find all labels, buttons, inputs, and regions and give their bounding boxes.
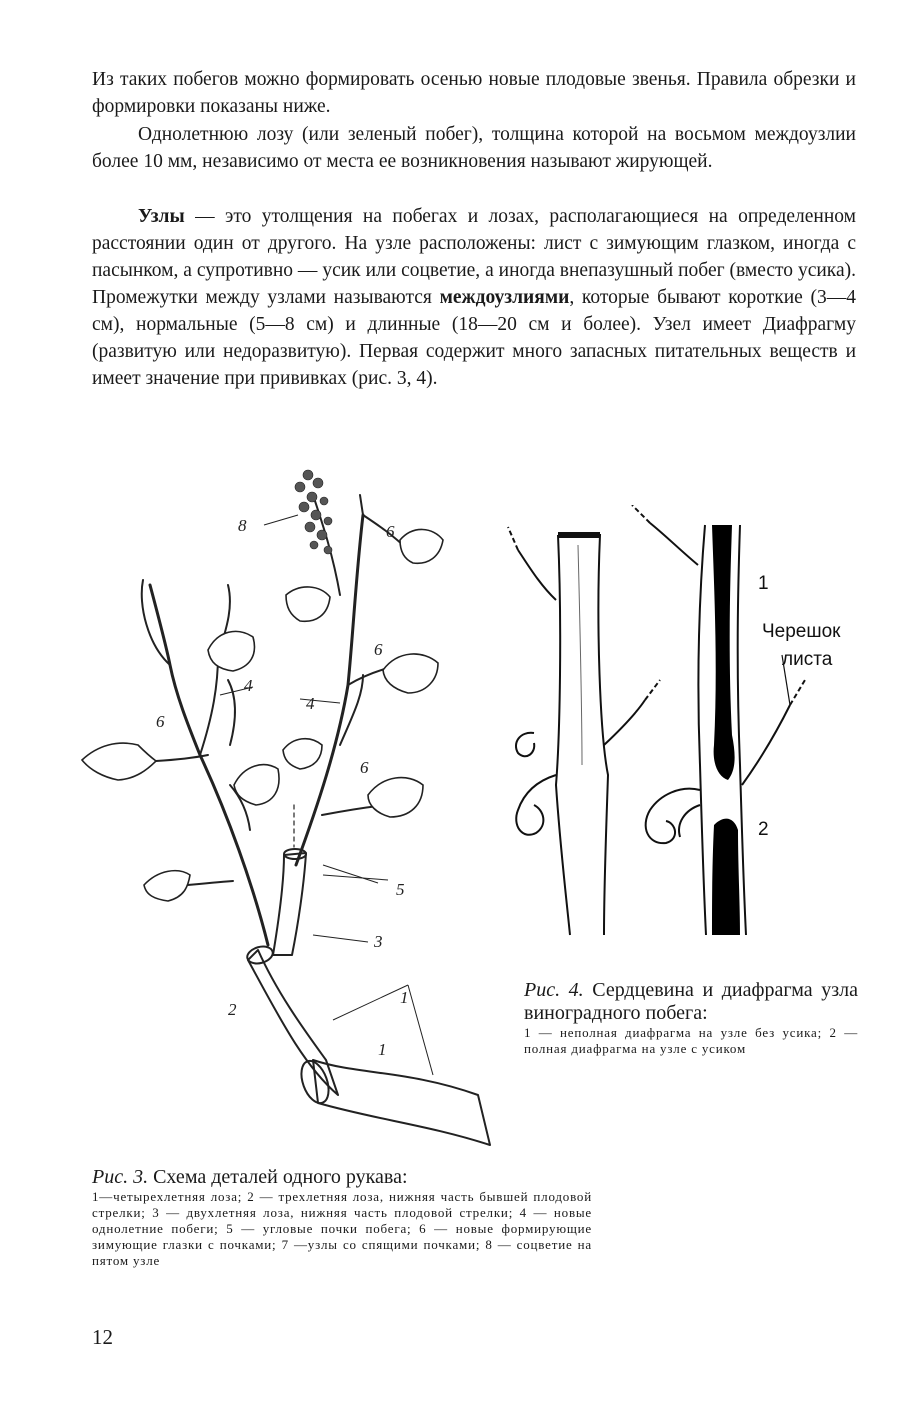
figure-3-label-6d: 6 bbox=[156, 712, 165, 731]
figure-3-caption bbox=[92, 1166, 592, 1269]
paragraph-1-text: Из таких побегов можно формировать осенью новые плодовые звенья. Правила обрезки и формировки показаны ниже. bbox=[92, 69, 856, 117]
leaf-left-3 bbox=[208, 631, 254, 671]
figure-4-caption-title: Сердцевина и диафрагма узла виноградного побега: bbox=[524, 979, 859, 1024]
leaf-right-2 bbox=[383, 654, 438, 693]
figure-3-caption-label: Рис. 3. bbox=[92, 1166, 149, 1188]
figure-3-label-5: 5 bbox=[396, 880, 405, 899]
term-nodes: Узлы bbox=[138, 206, 185, 227]
pith-upper bbox=[712, 525, 735, 780]
figure-3-label-6b: 6 bbox=[374, 640, 383, 659]
figure-4-node-drawing bbox=[500, 505, 870, 950]
figure-4-label-2: 2 bbox=[758, 819, 769, 840]
tendril-left bbox=[516, 775, 556, 835]
figure-3-caption-body: 1—четырехлетняя лоза; 2 — трехлетняя лоза, нижняя часть бывшей плодовой стрелки; 3 — двухлетняя лоза, нижняя часть плодовой стрелки; 4 — новые однолетние побеги; 5 — угловые почки побега; 6 — новые формирующие зимующие глазки с почками; 7 —узлы со спящими почками; 8 — соцветие на пятом узле bbox=[92, 1189, 592, 1268]
paragraph-3 bbox=[92, 203, 856, 392]
leaf-top-right bbox=[400, 529, 443, 563]
two-year-vine bbox=[273, 853, 306, 955]
figure-3-label-1b: 1 bbox=[378, 1040, 387, 1059]
paragraph-2-text: Однолетнюю лозу (или зеленый побег), толщина которой на восьмом междоузлии более 10 мм, независимо от места ее возникновения называют жирующей. bbox=[92, 124, 856, 172]
leaf-left-1 bbox=[82, 743, 156, 780]
figure-3-caption-title: Схема деталей одного рукава: bbox=[148, 1166, 408, 1188]
paragraph-1 bbox=[92, 66, 856, 120]
inflorescence bbox=[295, 470, 332, 554]
figure-3-label-8: 8 bbox=[238, 516, 247, 535]
figure-4-label-petiole-1: Черешок bbox=[762, 621, 841, 642]
paragraph-2 bbox=[92, 121, 856, 175]
tendril-right bbox=[646, 789, 700, 843]
paragraph-3-text-b: , которые бывают короткие (3—4 см), нормальные (5—8 см) и длинные (18—20 см и более). Узел имеет Диафрагму (развитую или недоразвитую). Первая содержит много запасных питательных веществ и имеет значение при прививках (рис. 3, 4). bbox=[92, 287, 857, 389]
figure-4-caption bbox=[524, 979, 858, 1057]
figure-3-label-4a: 4 bbox=[244, 676, 253, 695]
figure-3-label-3: 3 bbox=[374, 932, 383, 951]
figure-3-label-6a: 6 bbox=[386, 522, 395, 541]
leaf-right-3 bbox=[368, 778, 423, 817]
leaf-right-1 bbox=[286, 587, 330, 621]
figure-4-label-petiole-2: листа bbox=[782, 649, 833, 670]
figure-4-label-1: 1 bbox=[758, 573, 769, 594]
four-year-vine bbox=[313, 1060, 490, 1145]
figure-3-label-2: 2 bbox=[228, 1000, 237, 1019]
figure-4-caption-label: Рис. 4. bbox=[524, 979, 584, 1001]
figure-3-label-4b: 4 bbox=[306, 694, 315, 713]
pith-lower bbox=[712, 819, 740, 935]
right-shoot bbox=[296, 515, 363, 865]
figure-3-label-6c: 6 bbox=[360, 758, 369, 777]
figure-4-caption-body: 1 — неполная диафрагма на узле без усика; 2 — полная диафрагма на узле с усиком bbox=[524, 1025, 858, 1056]
page-number: 12 bbox=[92, 1325, 113, 1349]
paragraph-3-text-a: — это утолщения на побегах и лозах, располагающиеся на определенном расстоянии один от другого. На узле расположены: лист с зимующим глазком, иногда с пасынком, а супротивно — усик или соцветие, а иногда внепазушный побег (вместо усика). Промежутки между узлами называются bbox=[92, 206, 856, 308]
leaf-left-2 bbox=[144, 871, 190, 901]
term-internodes: междоузлиями bbox=[439, 287, 570, 308]
leaf-mid-2 bbox=[283, 739, 322, 769]
figure-3-vine-arm-drawing bbox=[78, 455, 508, 1155]
figure-3-label-1a: 1 bbox=[400, 988, 409, 1007]
